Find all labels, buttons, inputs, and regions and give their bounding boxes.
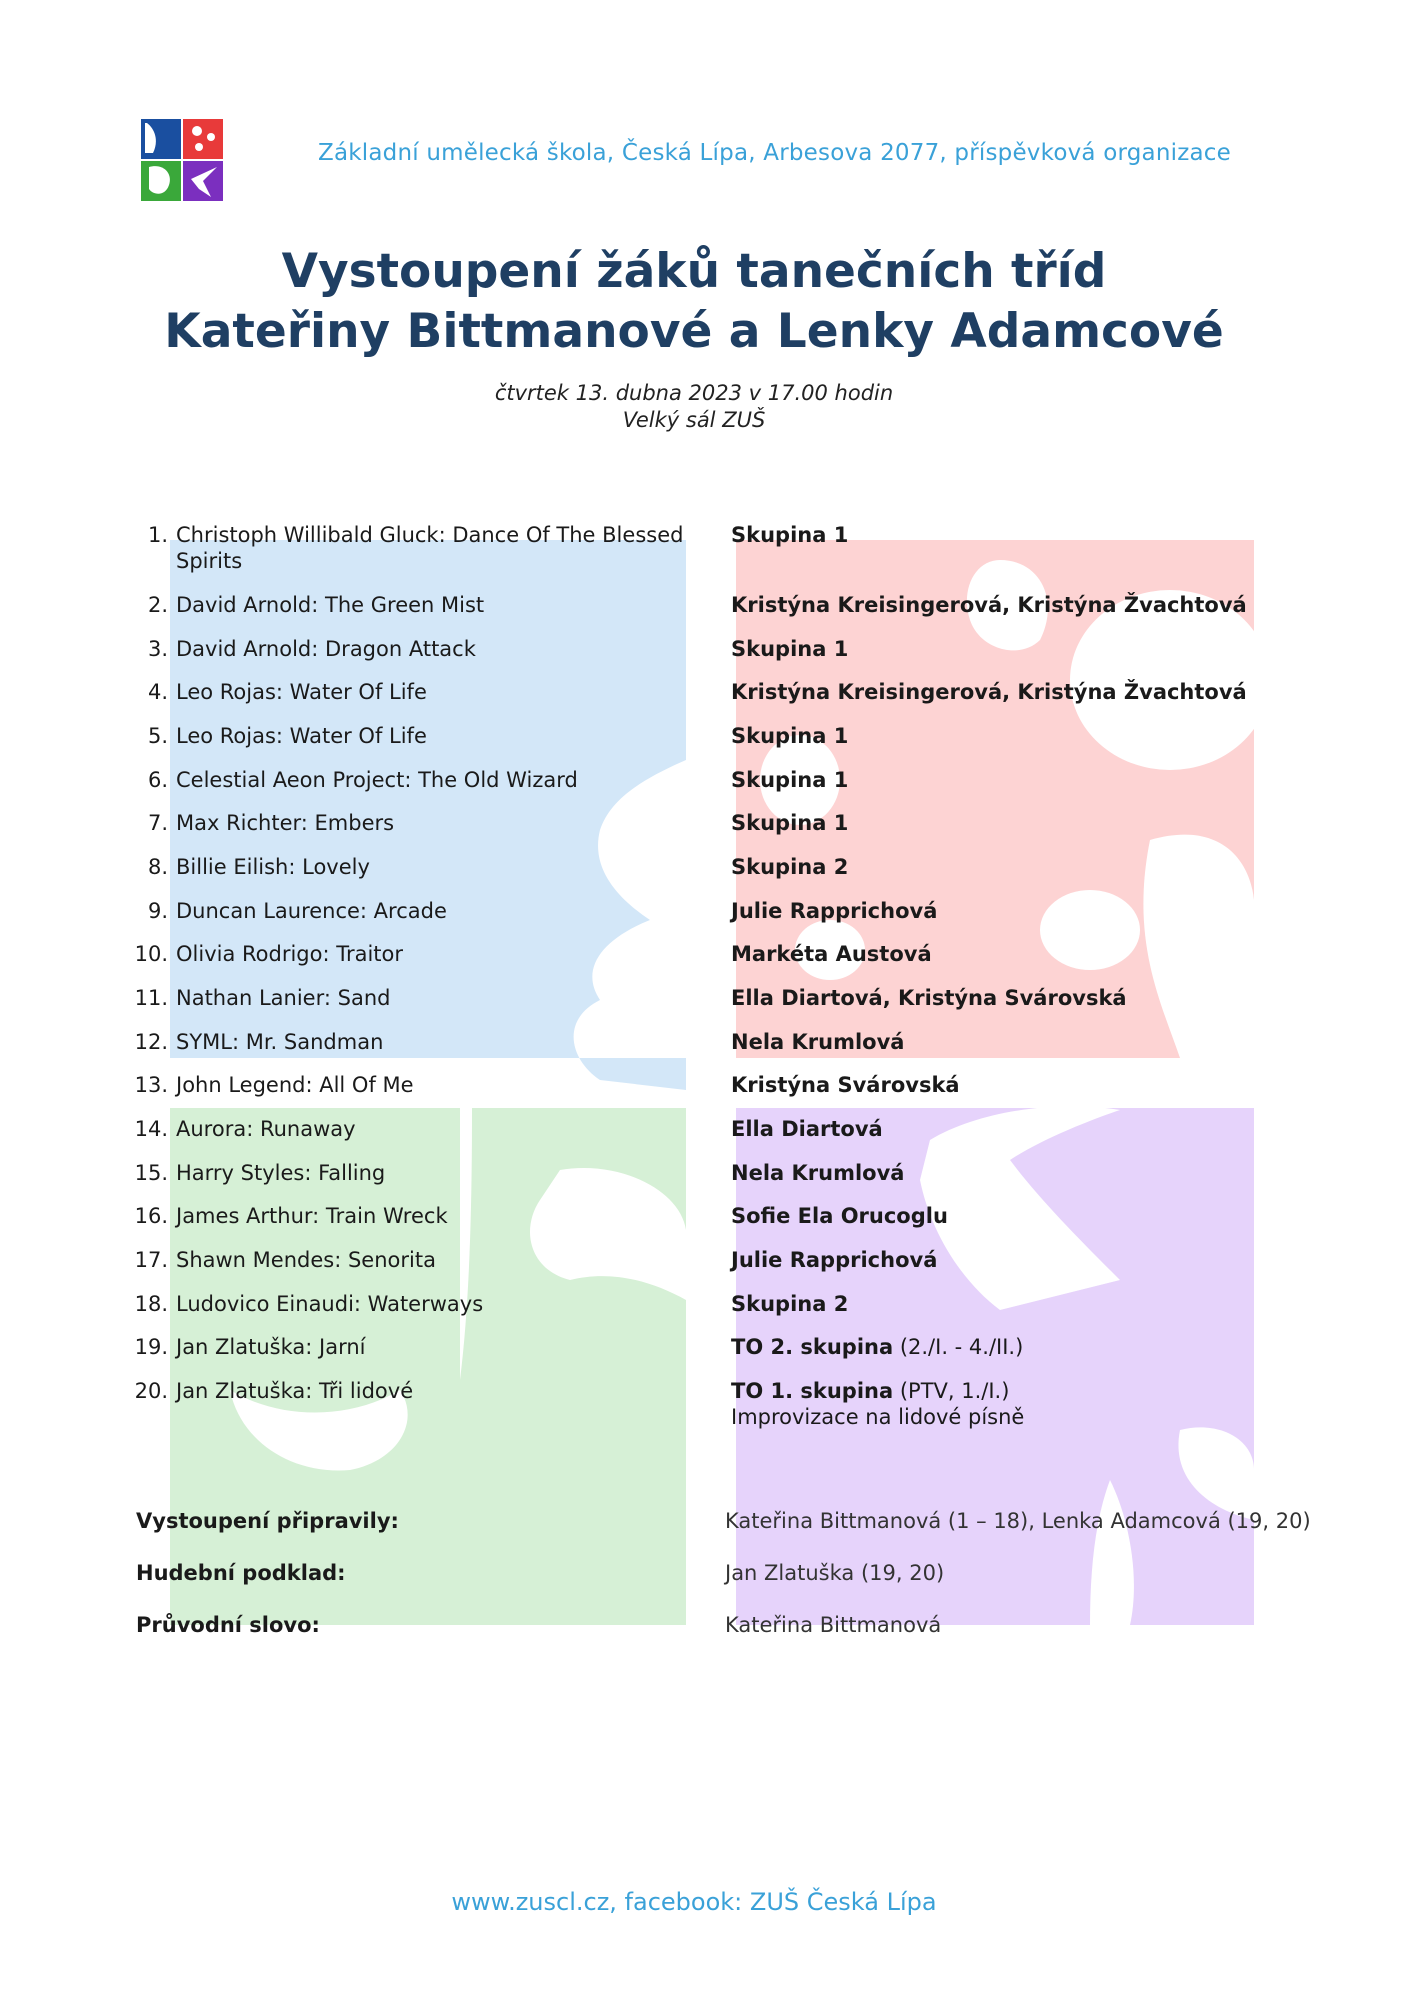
event-venue: Velký sál ZUŠ — [622, 408, 766, 432]
event-date: čtvrtek 13. dubna 2023 v 17.00 hodin — [494, 381, 894, 405]
school-name: Základní umělecká škola, Česká Lípa, Arbesova 2077, příspěvková organizace — [318, 140, 1231, 166]
school-logo — [141, 119, 223, 201]
title-line-1: Vystoupení žáků tanečních tříd — [281, 244, 1107, 299]
page-title — [0, 242, 1388, 362]
event-info — [0, 380, 1388, 434]
title-line-2: Kateřiny Bittmanové a Lenky Adamcové — [164, 304, 1224, 359]
footer-links: www.zuscl.cz, facebook: ZUŠ Česká Lípa — [451, 1888, 937, 1916]
